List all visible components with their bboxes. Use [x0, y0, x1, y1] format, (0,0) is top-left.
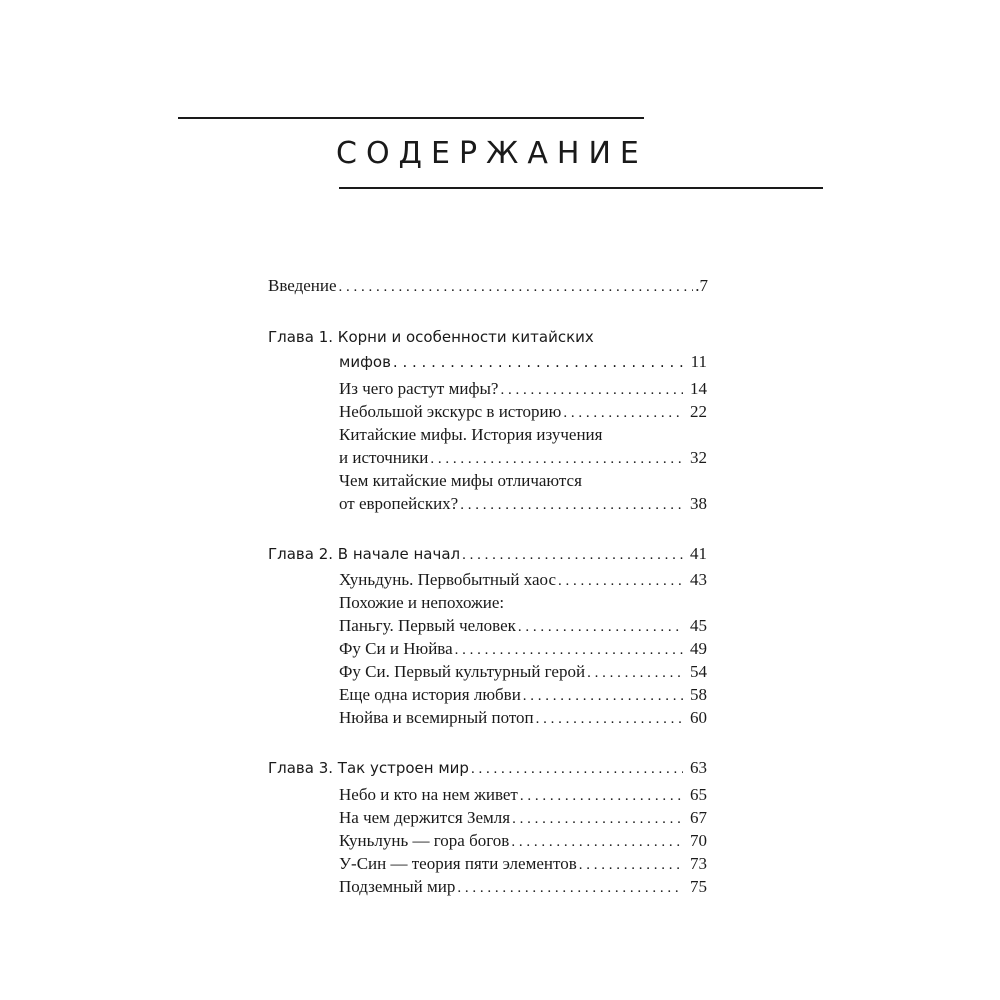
toc-entry[interactable]: [339, 875, 707, 899]
dot-leader: [563, 401, 683, 425]
toc-entry-label: У-Син — теория пяти элементов: [339, 854, 577, 873]
toc-entry-label: Глава 2. В начале начал: [268, 545, 461, 563]
toc-entry-page: 70: [690, 831, 707, 850]
toc-entry-page: 73: [690, 854, 707, 873]
toc-entry-page: 49: [690, 639, 707, 658]
toc-entry-label: и источники: [339, 448, 429, 467]
toc-entry[interactable]: [339, 806, 707, 830]
chapter-3-title[interactable]: [268, 756, 707, 780]
toc-entry[interactable]: [339, 400, 707, 424]
toc-entry-page: 38: [690, 494, 707, 513]
toc-entry[interactable]: [339, 783, 707, 807]
chapter-1-title[interactable]: Глава 1. Корни и особенности китайских: [268, 328, 594, 346]
toc-entry-label-line1[interactable]: Чем китайские мифы отличаются: [339, 471, 582, 490]
toc-entry[interactable]: [339, 660, 707, 684]
toc-entry-page: 58: [690, 685, 707, 704]
toc-entry-label: Небо и кто на нем живет: [339, 785, 518, 804]
toc-entry-page: 32: [690, 448, 707, 467]
toc-entry-page: 54: [690, 662, 707, 681]
dot-leader: [471, 757, 683, 781]
toc-entry-page: 63: [690, 758, 707, 777]
dot-leader: [500, 378, 683, 402]
toc-entry[interactable]: [339, 829, 707, 853]
toc-entry-label: Хуньдунь. Первобытный хаос: [339, 570, 557, 589]
dot-leader: [430, 447, 683, 471]
toc-entry-label: Введение: [268, 276, 337, 295]
toc-entry-label: от европейских?: [339, 494, 459, 513]
toc-entry[interactable]: [339, 446, 707, 470]
dot-leader: [462, 543, 683, 567]
dot-leader: [558, 569, 683, 593]
toc-entry[interactable]: [339, 852, 707, 876]
toc-entry[interactable]: [339, 492, 707, 516]
toc-entry[interactable]: [339, 637, 707, 661]
dot-leader: [536, 707, 683, 731]
toc-entry[interactable]: [339, 614, 707, 638]
toc-entry[interactable]: [339, 683, 707, 707]
toc-entry-label: Глава 3. Так устроен мир: [268, 759, 469, 777]
toc-entry[interactable]: [339, 377, 707, 401]
toc-entry-label: Еще одна история любви: [339, 685, 521, 704]
toc-entry[interactable]: [339, 568, 707, 592]
toc-entry-page: .7: [695, 276, 708, 295]
toc-entry-label: Куньлунь — гора богов: [339, 831, 510, 850]
dot-leader: [518, 615, 683, 639]
toc-entry-label: Паньгу. Первый человек: [339, 616, 516, 635]
page-title: СОДЕРЖАНИЕ: [336, 136, 648, 171]
dot-leader: [512, 807, 683, 831]
toc-entry-label-line1[interactable]: Китайские мифы. История изучения: [339, 425, 603, 444]
toc-entry-intro[interactable]: [268, 274, 708, 298]
dot-leader: [520, 784, 683, 808]
toc-entry-label: Подземный мир: [339, 877, 456, 896]
toc-entry-label: мифов: [339, 353, 391, 371]
toc-entry[interactable]: [339, 706, 707, 730]
toc-entry-label: Фу Си и Нюйва: [339, 639, 453, 658]
chapter-1-title-cont[interactable]: [339, 350, 707, 374]
dot-leader: [339, 275, 694, 299]
toc-entry-page: 45: [690, 616, 707, 635]
dot-leader: [455, 638, 683, 662]
dot-leader: [523, 684, 683, 708]
toc-entry-page: 11: [690, 352, 707, 371]
toc-entry-page: 43: [690, 570, 707, 589]
toc-entry-page: 67: [690, 808, 707, 827]
toc-entry-page: 41: [690, 544, 707, 563]
dot-leader: [457, 876, 683, 900]
toc-entry-label: На чем держится Земля: [339, 808, 511, 827]
dot-leader: [511, 830, 683, 854]
toc-entry-label: Нюйва и всемирный потоп: [339, 708, 534, 727]
dot-leader: [460, 493, 683, 517]
dot-leader: [579, 853, 683, 877]
toc-entry-page: 65: [690, 785, 707, 804]
toc-entry-page: 75: [690, 877, 707, 896]
dot-leader: [587, 661, 683, 685]
toc-entry-label: Из чего растут мифы?: [339, 379, 499, 398]
toc-entry-label: Фу Си. Первый культурный герой: [339, 662, 586, 681]
toc-entry-page: 22: [690, 402, 707, 421]
toc-entry-label-line1[interactable]: Похожие и непохожие:: [339, 593, 505, 612]
toc-entry-page: 14: [690, 379, 707, 398]
dot-leader: [393, 350, 683, 374]
chapter-2-title[interactable]: [268, 542, 707, 566]
toc-entry-page: 60: [690, 708, 707, 727]
toc-entry-label: Небольшой экскурс в историю: [339, 402, 562, 421]
